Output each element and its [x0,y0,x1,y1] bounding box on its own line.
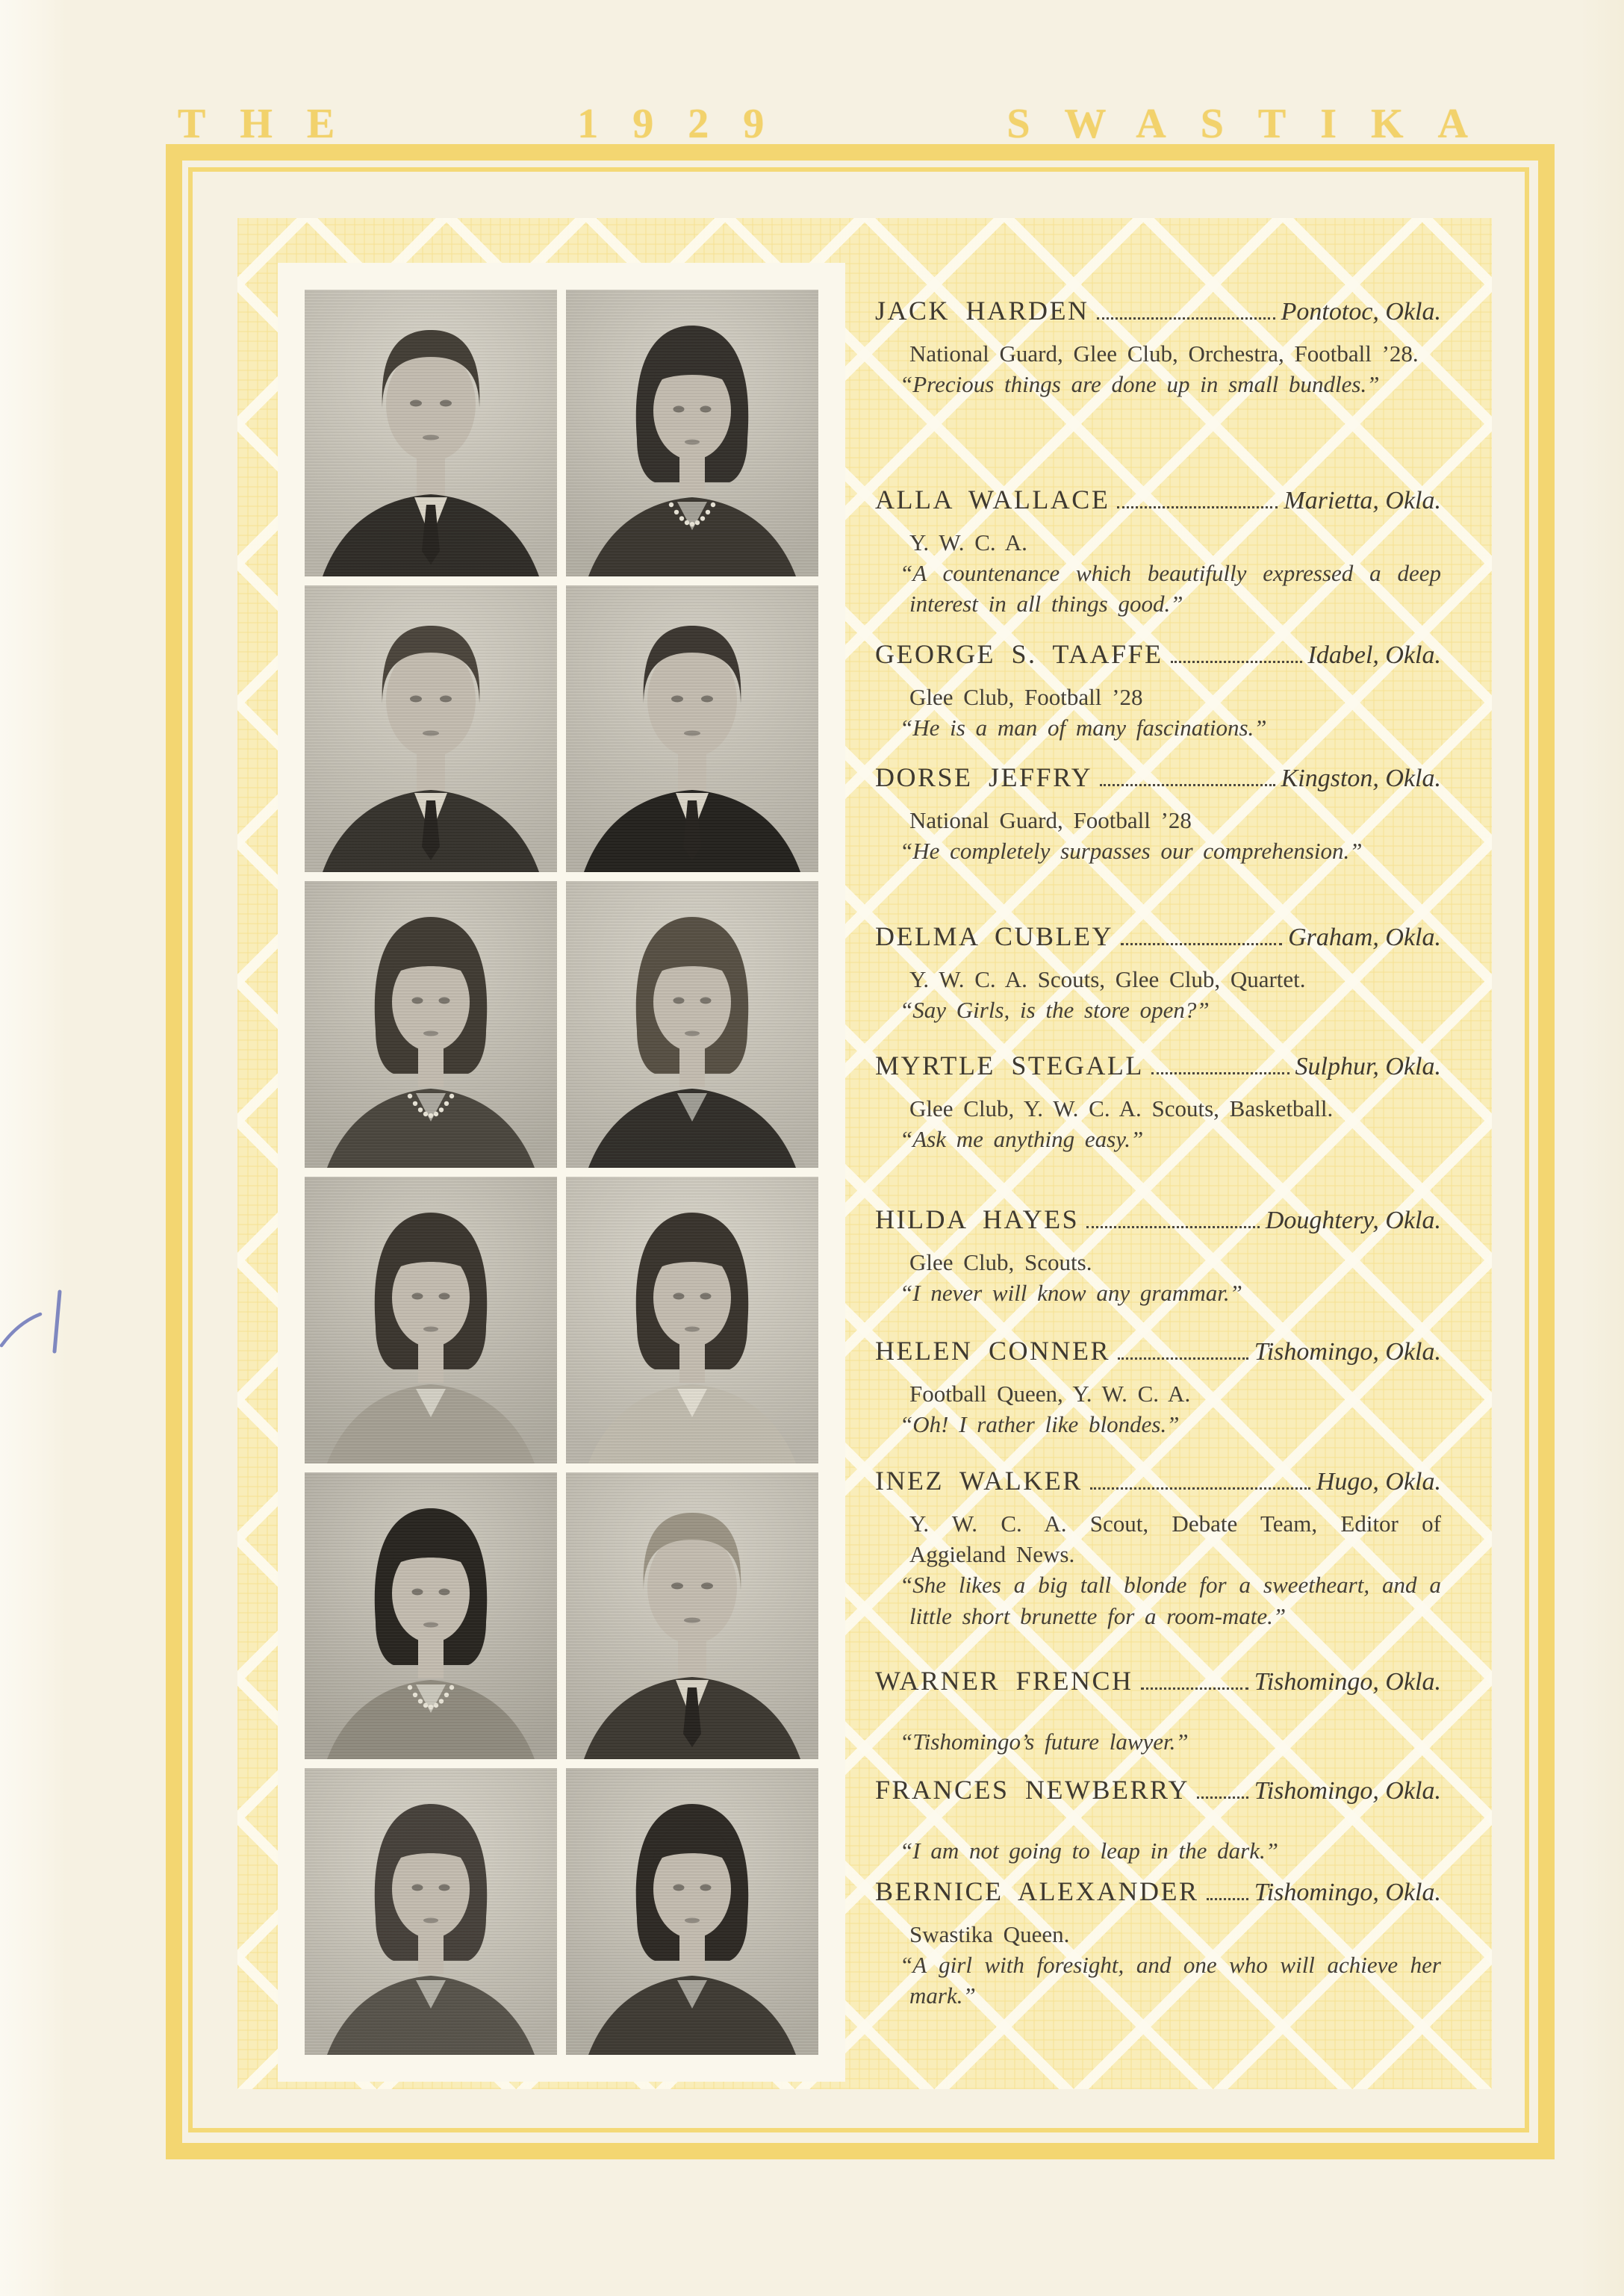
student-name: DORSE JEFFRY [875,762,1093,792]
entry-name-line [875,1050,1441,1081]
student-hometown: Marietta, Okla. [1284,487,1441,514]
student-hometown: Pontotoc, Okla. [1281,298,1441,326]
student-entry [875,484,1441,620]
student-entry [875,1876,1441,2012]
student-hometown: Tishomingo, Okla. [1254,1879,1441,1906]
student-activities: Glee Club, Y. W. C. A. Scouts, Basketball. [909,1095,1334,1121]
student-name: GEORGE S. TAAFFE [875,639,1163,669]
entry-name-line [875,1665,1441,1696]
student-quote: “Tishomingo’s future lawyer.” [900,1729,1189,1755]
student-hometown: Tishomingo, Okla. [1254,1777,1441,1805]
dot-leader [1141,1687,1248,1690]
dot-leader [1117,506,1278,508]
student-name: DELMA CUBLEY [875,921,1113,951]
student-activities: Y. W. C. A. [909,529,1027,556]
dot-leader [1171,661,1302,663]
student-name: WARNER FRENCH [875,1666,1133,1696]
dot-leader [1197,1796,1248,1799]
student-activities: National Guard, Glee Club, Orchestra, Football ’28. [909,340,1419,367]
student-entry [875,1050,1441,1154]
entry-name-line [875,1876,1441,1907]
student-quote: “I am not going to leap in the dark.” [900,1838,1278,1864]
student-quote: “He completely surpasses our comprehension.” [900,838,1363,865]
dot-leader [1207,1898,1248,1900]
student-hometown: Idabel, Okla. [1307,641,1441,669]
entry-name-line [875,921,1441,952]
student-entry [875,1335,1441,1440]
student-entry [875,1465,1441,1631]
student-quote: “A countenance which beautifully expressed a deep interest in all things good.” [900,560,1441,617]
masthead-word-year: 1929 [577,101,799,147]
student-entry [875,638,1441,743]
student-activities: Y. W. C. A. Scout, Debate Team, Editor of Aggieland News. [909,1511,1441,1568]
student-activities: Football Queen, Y. W. C. A. [909,1381,1191,1407]
dot-leader [1097,317,1275,320]
entry-name-line [875,1335,1441,1366]
student-name: INEZ WALKER [875,1466,1083,1496]
pen-mark [0,1286,82,1368]
dot-leader [1086,1226,1260,1228]
student-hometown: Sulphur, Okla. [1295,1053,1441,1080]
student-quote: “Oh! I rather like blondes.” [900,1411,1180,1438]
student-entry [875,1204,1441,1308]
student-activities: Glee Club, Scouts. [909,1249,1092,1275]
student-quote: “He is a man of many fascinations.” [900,715,1267,741]
entry-name-line [875,1204,1441,1235]
student-quote: “She likes a big tall blonde for a sweetheart, and a little short brunette for a room-mate.” [900,1572,1441,1629]
dot-leader [1118,1357,1248,1360]
student-activities: Y. W. C. A. Scouts, Glee Club, Quartet. [909,966,1306,992]
student-hometown: Graham, Okla. [1288,924,1441,951]
student-entry [875,295,1441,399]
masthead-word-swastika: SWASTIKA [1007,101,1502,147]
entry-name-line [875,762,1441,793]
student-entry [875,921,1441,1025]
student-entry [875,1665,1441,1757]
student-hometown: Tishomingo, Okla. [1254,1338,1441,1366]
entry-name-line [875,638,1441,670]
masthead-word-the: THE [178,101,370,147]
entry-name-line [875,1774,1441,1805]
student-quote: “Ask me anything easy.” [900,1126,1144,1153]
student-name: BERNICE ALEXANDER [875,1876,1199,1906]
student-quote: “Precious things are done up in small bundles.” [900,371,1380,398]
student-quote: “Say Girls, is the store open?” [900,997,1210,1024]
student-name: HILDA HAYES [875,1204,1080,1234]
student-entry [875,762,1441,866]
dot-leader [1121,943,1282,945]
dot-leader [1100,784,1275,786]
student-activities: Glee Club, Football ’28 [909,684,1143,710]
student-hometown: Hugo, Okla. [1316,1468,1441,1496]
student-name: HELEN CONNER [875,1336,1110,1366]
student-activities: Swastika Queen. [909,1921,1070,1947]
dot-leader [1090,1487,1310,1490]
student-name: ALLA WALLACE [875,485,1110,514]
entry-name-line [875,1465,1441,1496]
student-quote: “I never will know any grammar.” [900,1280,1242,1307]
student-activities: National Guard, Football ’28 [909,807,1192,833]
student-name: FRANCES NEWBERRY [875,1775,1190,1805]
student-name: JACK HARDEN [875,296,1089,326]
student-entry [875,1774,1441,1866]
student-hometown: Doughtery, Okla. [1265,1207,1441,1234]
entry-name-line [875,295,1441,326]
dot-leader [1151,1072,1289,1074]
student-quote: “A girl with foresight, and one who will achieve her mark.” [900,1952,1441,2009]
student-hometown: Kingston, Okla. [1281,765,1441,792]
entry-name-line [875,484,1441,515]
student-hometown: Tishomingo, Okla. [1254,1668,1441,1696]
student-name: MYRTLE STEGALL [875,1051,1144,1080]
